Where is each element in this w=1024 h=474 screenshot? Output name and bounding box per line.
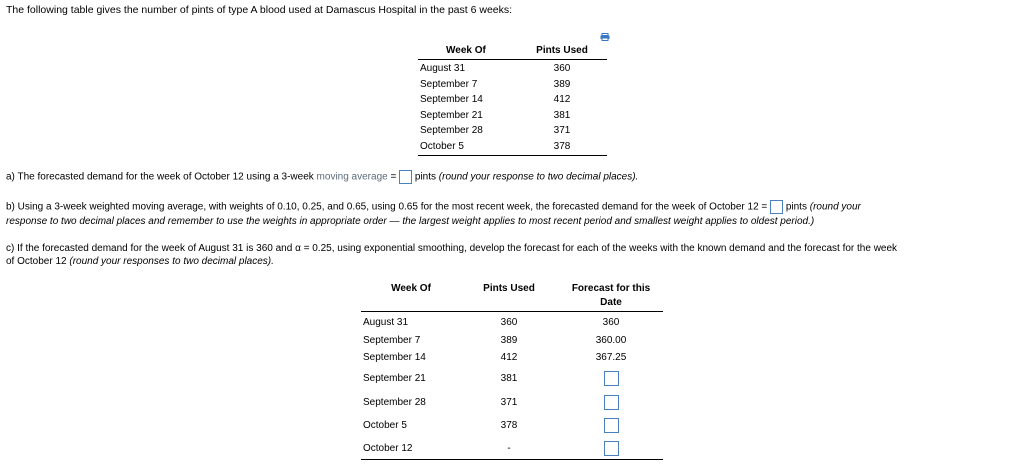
table2-header-forecast-line2: Date <box>600 297 622 308</box>
table2-forecast-cell: 360 <box>602 317 620 328</box>
table1-pints-cell: 371 <box>553 125 571 136</box>
table1-pints-cell: 381 <box>553 110 571 121</box>
question-a-units: pints <box>412 171 439 183</box>
question-a <box>6 170 638 184</box>
question-b-text: b) Using a 3-week weighted moving average, with weights of 0.10, 0.25, and 0.65, using 0.65 for the most recent week, the forecasted demand for the week of October 12 = <box>6 201 771 213</box>
table2-pints-cell: 381 <box>500 373 518 384</box>
table2-forecast-cell: 367.25 <box>595 352 627 363</box>
table2-header-pints: Pints Used <box>483 283 535 294</box>
moving-average-link[interactable]: moving average <box>316 171 388 183</box>
table1-week-cell: October 5 <box>420 141 464 152</box>
table2-week-cell: September 14 <box>363 352 426 363</box>
table2-pints-cell: 389 <box>500 335 518 346</box>
question-b-hint-line2: response to two decimal places and remember to use the weights in appropriate order — the largest weight applies to most recent period and smallest weight applies to oldest period.) <box>6 216 815 227</box>
table2-pints-cell: 360 <box>500 317 518 328</box>
question-a-text: a) The forecasted demand for the week of October 12 using a 3-week <box>6 171 317 183</box>
table1-pints-cell: 360 <box>553 63 571 74</box>
table2-week-cell: October 12 <box>363 443 413 454</box>
table1-pints-cell: 378 <box>553 141 571 152</box>
intro-text: The following table gives the number of pints of type A blood used at Damascus Hospital in the past 6 weeks: <box>6 4 513 16</box>
question-c-hint: (round your responses to two decimal places). <box>69 256 274 267</box>
table1-week-cell: September 28 <box>420 125 483 136</box>
table2-week-cell: September 7 <box>363 335 421 346</box>
question-b-hint: (round your <box>809 201 861 213</box>
table2-pints-cell: 378 <box>500 420 518 431</box>
moving-average-answer-input[interactable] <box>399 170 412 184</box>
table1-week-cell: September 21 <box>420 110 483 121</box>
table1-header-week: Week Of <box>446 45 486 56</box>
question-b-units: pints <box>783 201 810 213</box>
table1-week-cell: August 31 <box>420 63 466 74</box>
table2-week-cell: October 5 <box>363 420 407 431</box>
question-c-line1: c) If the forecasted demand for the week of August 31 is 360 and α = 0.25, using exponential smoothing, develop the forecast for each of the weeks with the known demand and the forecast for the week <box>6 243 898 254</box>
weighted-average-answer-input[interactable] <box>770 200 783 214</box>
table2-week-cell: August 31 <box>363 317 409 328</box>
print-icon[interactable] <box>600 33 610 41</box>
table2-header-week: Week Of <box>391 283 431 294</box>
table2-pints-cell: 371 <box>500 397 518 408</box>
table2-bottom-rule <box>361 459 663 460</box>
question-c-line2 <box>6 256 274 267</box>
table1-pints-cell: 389 <box>553 79 571 90</box>
forecast-input-oct12[interactable] <box>604 441 619 456</box>
forecast-input-sep28[interactable] <box>604 395 619 410</box>
table1-pints-cell: 412 <box>553 94 571 105</box>
table1-bottom-rule <box>418 155 607 156</box>
question-a-hint: (round your response to two decimal places). <box>438 171 639 183</box>
table2-pints-cell: - <box>507 443 511 454</box>
forecast-input-oct5[interactable] <box>604 418 619 433</box>
table2-forecast-cell: 360.00 <box>595 335 627 346</box>
question-b <box>6 200 861 214</box>
table1-week-cell: September 14 <box>420 94 483 105</box>
question-a-equals: = <box>387 171 400 183</box>
table2-pints-cell: 412 <box>500 352 518 363</box>
table2-week-cell: September 21 <box>363 373 426 384</box>
table1-header-pints: Pints Used <box>536 45 588 56</box>
forecast-input-sep21[interactable] <box>604 371 619 386</box>
table1-week-cell: September 7 <box>420 79 478 90</box>
table2-header-forecast-line1: Forecast for this <box>571 283 651 294</box>
table2-week-cell: September 28 <box>363 397 426 408</box>
question-c-text: of October 12 <box>6 256 70 267</box>
table2-header-rule <box>361 311 663 312</box>
table1-header-rule <box>418 59 607 60</box>
